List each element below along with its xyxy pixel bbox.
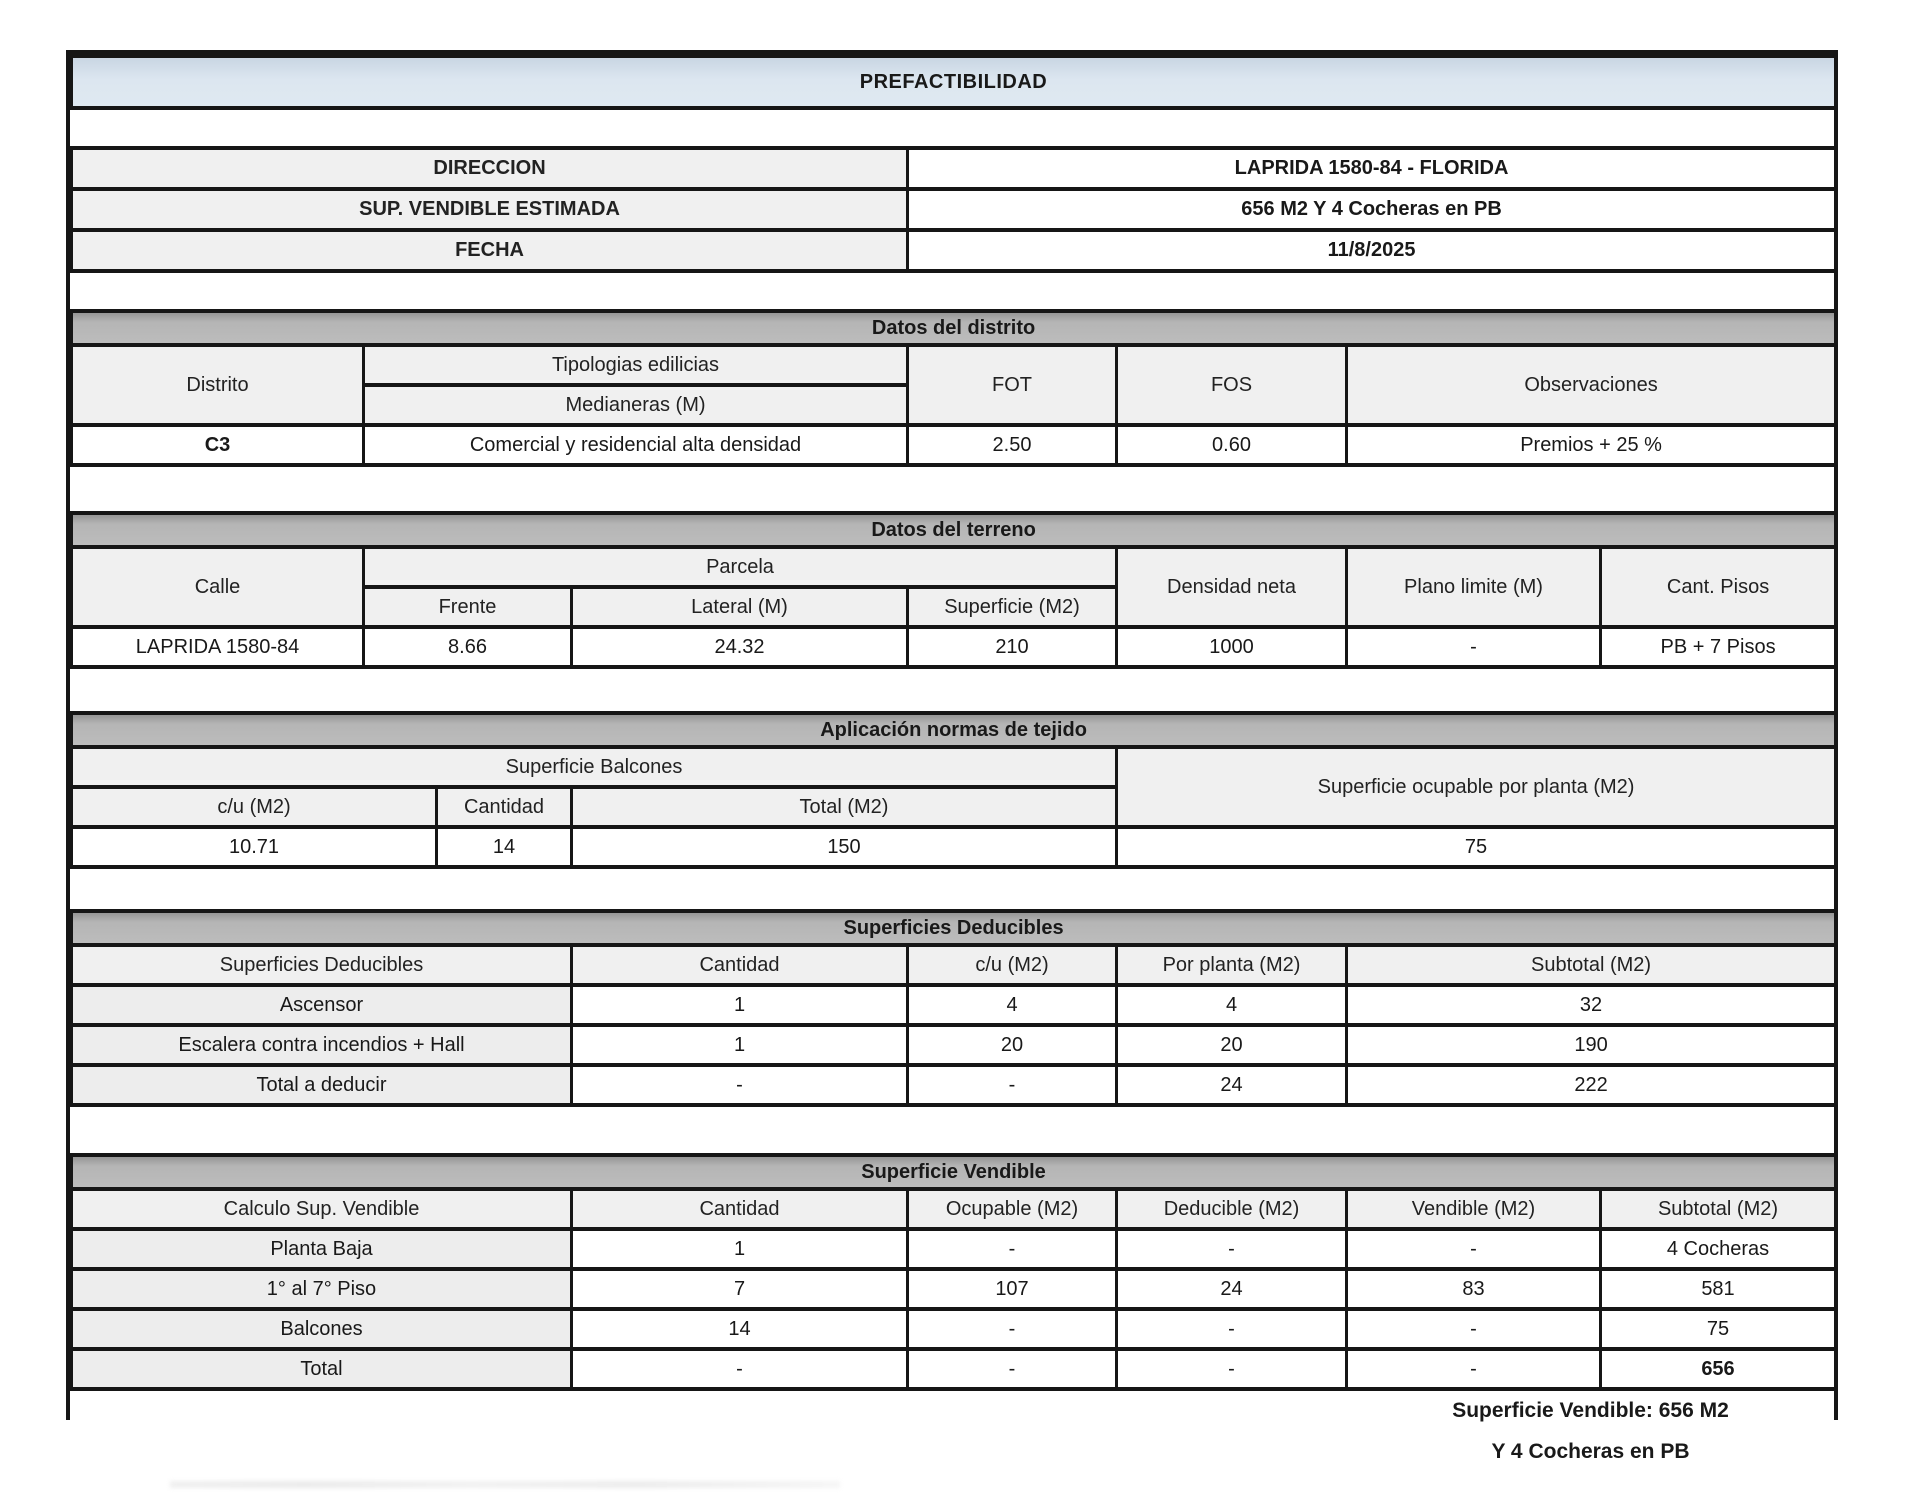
cell-fos: 0.60 bbox=[1117, 425, 1347, 465]
header-cell: Subtotal (M2) bbox=[1601, 1189, 1836, 1229]
header-cell: Superficies Deducibles bbox=[72, 945, 572, 985]
header-pisos: Cant. Pisos bbox=[1601, 547, 1836, 627]
header-cell: Cantidad bbox=[572, 1189, 908, 1229]
data-cell: 581 bbox=[1601, 1269, 1836, 1309]
data-cell: - bbox=[572, 1349, 908, 1389]
data-cell: - bbox=[908, 1229, 1117, 1269]
cell-cu: 10.71 bbox=[72, 827, 437, 867]
header-densidad: Densidad neta bbox=[1117, 547, 1347, 627]
data-cell: - bbox=[1347, 1349, 1601, 1389]
data-cell: - bbox=[572, 1065, 908, 1105]
header-frente: Frente bbox=[364, 587, 572, 627]
header-superficie-balcones: Superficie Balcones bbox=[72, 747, 1117, 787]
table-row bbox=[72, 911, 1836, 945]
data-cell: - bbox=[1347, 1309, 1601, 1349]
table-row bbox=[72, 1229, 1836, 1269]
data-cell: 83 bbox=[1347, 1269, 1601, 1309]
table-row bbox=[72, 547, 1836, 587]
deducibles-table bbox=[70, 909, 1837, 1107]
cell-densidad: 1000 bbox=[1117, 627, 1347, 667]
header-tipologias: Tipologias edilicias bbox=[364, 345, 908, 385]
table-row bbox=[72, 425, 1836, 465]
data-cell: 20 bbox=[908, 1025, 1117, 1065]
table-row bbox=[72, 945, 1836, 985]
data-cell: 24 bbox=[1117, 1269, 1347, 1309]
data-cell: - bbox=[1347, 1229, 1601, 1269]
header-cell: Vendible (M2) bbox=[1347, 1189, 1601, 1229]
data-cell: 24 bbox=[1117, 1065, 1347, 1105]
data-cell: 107 bbox=[908, 1269, 1117, 1309]
section-title-tejido: Aplicación normas de tejido bbox=[72, 713, 1836, 747]
table-row bbox=[72, 985, 1836, 1025]
header-plano: Plano limite (M) bbox=[1347, 547, 1601, 627]
data-cell: 14 bbox=[572, 1309, 908, 1349]
info-table bbox=[70, 146, 1837, 273]
table-row bbox=[72, 827, 1836, 867]
cell-lateral: 24.32 bbox=[572, 627, 908, 667]
row-label-escalera: Escalera contra incendios + Hall bbox=[72, 1025, 572, 1065]
vendible-table bbox=[70, 1153, 1837, 1391]
header-cell: Cantidad bbox=[572, 945, 908, 985]
summary-area bbox=[70, 1391, 1834, 1499]
data-cell: 1 bbox=[572, 985, 908, 1025]
table-row bbox=[72, 1189, 1836, 1229]
prefactibilidad-sheet bbox=[66, 50, 1838, 1463]
row-label-total-deducir: Total a deducir bbox=[72, 1065, 572, 1105]
row-label-ascensor: Ascensor bbox=[72, 985, 572, 1025]
header-total: Total (M2) bbox=[572, 787, 1117, 827]
header-cell: Por planta (M2) bbox=[1117, 945, 1347, 985]
section-title-distrito: Datos del distrito bbox=[72, 311, 1836, 345]
cell-pisos: PB + 7 Pisos bbox=[1601, 627, 1836, 667]
cell-distrito: C3 bbox=[72, 425, 364, 465]
data-cell: 4 bbox=[1117, 985, 1347, 1025]
table-row bbox=[72, 345, 1836, 385]
spacer-row bbox=[70, 467, 1834, 511]
header-distrito: Distrito bbox=[72, 345, 364, 425]
header-cell: Deducible (M2) bbox=[1117, 1189, 1347, 1229]
cell-observaciones: Premios + 25 % bbox=[1347, 425, 1836, 465]
table-row bbox=[72, 713, 1836, 747]
tejido-table bbox=[70, 711, 1837, 869]
data-cell: 222 bbox=[1347, 1065, 1836, 1105]
header-superficie: Superficie (M2) bbox=[908, 587, 1117, 627]
data-cell: 32 bbox=[1347, 985, 1836, 1025]
table-row bbox=[72, 1349, 1836, 1389]
table-row bbox=[72, 1155, 1836, 1189]
title-table bbox=[70, 54, 1837, 110]
cell-ocupable: 75 bbox=[1117, 827, 1836, 867]
table-row bbox=[72, 627, 1836, 667]
table-row bbox=[72, 230, 1836, 271]
data-cell: - bbox=[908, 1309, 1117, 1349]
section-title-vendible: Superficie Vendible bbox=[72, 1155, 1836, 1189]
section-title-terreno: Datos del terreno bbox=[72, 513, 1836, 547]
header-observaciones: Observaciones bbox=[1347, 345, 1836, 425]
header-fot: FOT bbox=[908, 345, 1117, 425]
header-medianeras: Medianeras (M) bbox=[364, 385, 908, 425]
header-parcela: Parcela bbox=[364, 547, 1117, 587]
table-row bbox=[72, 56, 1836, 108]
data-cell: 75 bbox=[1601, 1309, 1836, 1349]
row-label-planta-baja: Planta Baja bbox=[72, 1229, 572, 1269]
cell-calle: LAPRIDA 1580-84 bbox=[72, 627, 364, 667]
cutoff-text-artifact bbox=[170, 1481, 840, 1488]
table-row bbox=[72, 1269, 1836, 1309]
section-title-deducibles: Superficies Deducibles bbox=[72, 911, 1836, 945]
cell-superficie: 210 bbox=[908, 627, 1117, 667]
table-row bbox=[72, 189, 1836, 230]
data-cell: - bbox=[908, 1065, 1117, 1105]
header-fos: FOS bbox=[1117, 345, 1347, 425]
cell-fot: 2.50 bbox=[908, 425, 1117, 465]
info-value-fecha: 11/8/2025 bbox=[908, 230, 1836, 271]
table-row bbox=[72, 1065, 1836, 1105]
header-cell: Ocupable (M2) bbox=[908, 1189, 1117, 1229]
table-row bbox=[72, 1309, 1836, 1349]
data-cell: 1 bbox=[572, 1025, 908, 1065]
data-cell: 4 Cocheras bbox=[1601, 1229, 1836, 1269]
header-lateral: Lateral (M) bbox=[572, 587, 908, 627]
info-value-direccion: LAPRIDA 1580-84 - FLORIDA bbox=[908, 148, 1836, 189]
data-cell: - bbox=[1117, 1229, 1347, 1269]
page-title: PREFACTIBILIDAD bbox=[72, 56, 1836, 108]
header-calle: Calle bbox=[72, 547, 364, 627]
header-cell: Calculo Sup. Vendible bbox=[72, 1189, 572, 1229]
row-label-pisos: 1° al 7° Piso bbox=[72, 1269, 572, 1309]
info-label-sup-vendible: SUP. VENDIBLE ESTIMADA bbox=[72, 189, 908, 230]
header-cantidad: Cantidad bbox=[437, 787, 572, 827]
cell-cantidad: 14 bbox=[437, 827, 572, 867]
cell-tipologias: Comercial y residencial alta densidad bbox=[364, 425, 908, 465]
distrito-table bbox=[70, 309, 1837, 467]
header-cell: Subtotal (M2) bbox=[1347, 945, 1836, 985]
info-value-sup-vendible: 656 M2 Y 4 Cocheras en PB bbox=[908, 189, 1836, 230]
spacer-row bbox=[70, 110, 1834, 146]
total-subtotal-cell: 656 bbox=[1601, 1349, 1836, 1389]
table-row bbox=[72, 148, 1836, 189]
cell-frente: 8.66 bbox=[364, 627, 572, 667]
header-cu: c/u (M2) bbox=[72, 787, 437, 827]
spacer-row bbox=[70, 669, 1834, 711]
summary-line-2: Y 4 Cocheras en PB bbox=[1491, 1440, 1690, 1463]
info-label-direccion: DIRECCION bbox=[72, 148, 908, 189]
data-cell: - bbox=[1117, 1349, 1347, 1389]
data-cell: - bbox=[908, 1349, 1117, 1389]
row-label-balcones: Balcones bbox=[72, 1309, 572, 1349]
info-label-fecha: FECHA bbox=[72, 230, 908, 271]
cell-plano: - bbox=[1347, 627, 1601, 667]
summary-text bbox=[1347, 1399, 1834, 1481]
header-cell: c/u (M2) bbox=[908, 945, 1117, 985]
data-cell: 190 bbox=[1347, 1025, 1836, 1065]
summary-line-1: Superficie Vendible: 656 M2 bbox=[1452, 1399, 1729, 1422]
terreno-table bbox=[70, 511, 1837, 669]
table-row bbox=[72, 513, 1836, 547]
data-cell: 20 bbox=[1117, 1025, 1347, 1065]
spacer-row bbox=[70, 1107, 1834, 1153]
data-cell: - bbox=[1117, 1309, 1347, 1349]
data-cell: 7 bbox=[572, 1269, 908, 1309]
data-cell: 1 bbox=[572, 1229, 908, 1269]
cell-total: 150 bbox=[572, 827, 1117, 867]
table-row bbox=[72, 311, 1836, 345]
table-row bbox=[72, 747, 1836, 787]
row-label-total: Total bbox=[72, 1349, 572, 1389]
data-cell: 4 bbox=[908, 985, 1117, 1025]
header-ocupable-planta: Superficie ocupable por planta (M2) bbox=[1117, 747, 1836, 827]
spacer-row bbox=[70, 869, 1834, 909]
table-row bbox=[72, 1025, 1836, 1065]
spacer-row bbox=[70, 273, 1834, 309]
